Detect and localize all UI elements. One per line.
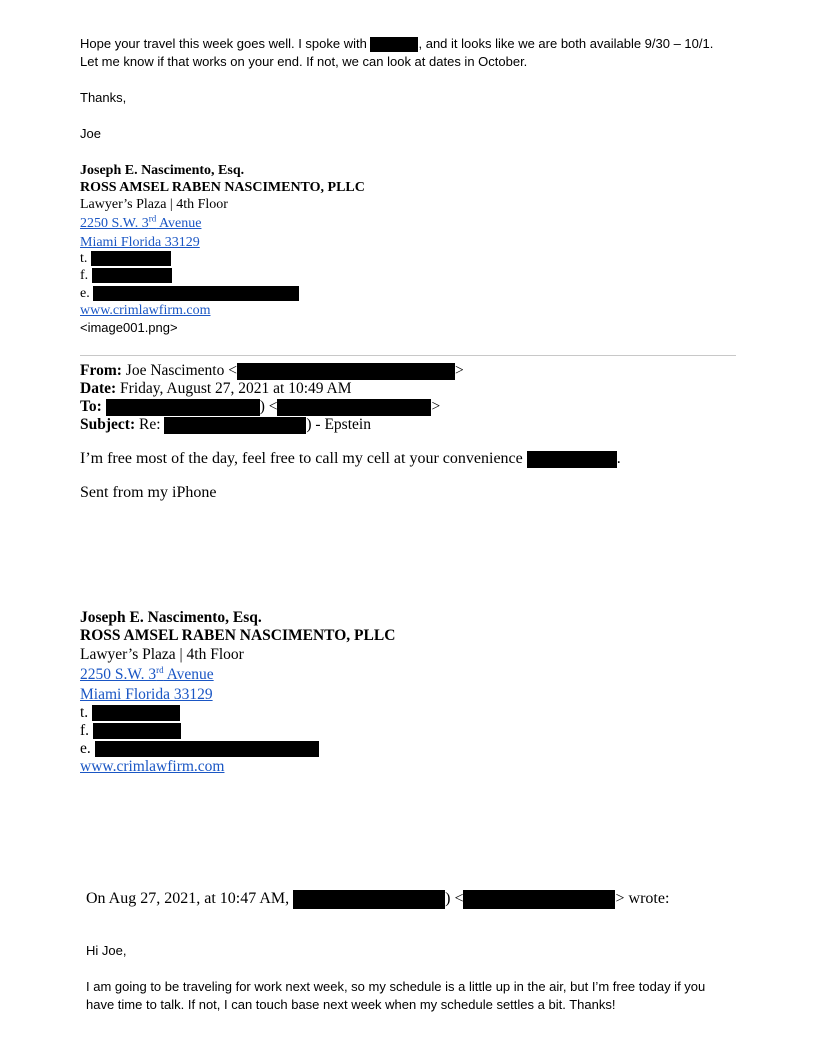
signature-website-link[interactable]: www.crimlawfirm.com — [80, 303, 211, 318]
redaction-block — [277, 399, 431, 416]
signature-phone: t. — [80, 251, 171, 267]
reply-body: I’m free most of the day, feel free to call my cell at your convenience . — [80, 450, 621, 467]
signature-fax: f. — [80, 268, 172, 284]
body-text: , and it looks like we are both available 9/30 – 10/1. — [418, 36, 714, 51]
header-subject: Subject: Re: ) - Epstein — [80, 416, 371, 433]
quoted-body-line-1: I am going to be traveling for work next week, so my schedule is a little up in the air, but I’m free today if you — [86, 979, 706, 994]
signature-firm: ROSS AMSEL RABEN NASCIMENTO, PLLC — [80, 627, 396, 644]
quoted-greeting: Hi Joe, — [86, 943, 127, 958]
closing-thanks: Thanks, — [80, 90, 127, 105]
sent-from-iphone: Sent from my iPhone — [80, 484, 217, 501]
email-body-line-2: Let me know if that works on your end. If not, we can look at dates in October. — [80, 54, 528, 69]
redaction-block — [527, 451, 617, 468]
header-from: From: Joe Nascimento < > — [80, 362, 464, 379]
signature-city-link[interactable]: Miami Florida 33129 — [80, 235, 200, 250]
signature-plaza: Lawyer’s Plaza | 4th Floor — [80, 646, 244, 663]
sender-first-name: Joe — [80, 126, 101, 141]
redaction-block — [293, 890, 445, 909]
redaction-block — [463, 890, 615, 909]
signature-email: e. — [80, 286, 299, 302]
signature-name: Joseph E. Nascimento, Esq. — [80, 163, 245, 178]
redaction-block — [92, 268, 172, 283]
signature-plaza: Lawyer’s Plaza | 4th Floor — [80, 197, 228, 212]
signature-email: e. — [80, 740, 319, 758]
signature-fax: f. — [80, 722, 181, 740]
quoted-intro: On Aug 27, 2021, at 10:47 AM, ) < > wrote: — [86, 890, 670, 908]
redaction-block — [93, 723, 181, 739]
redaction-block — [93, 286, 299, 301]
email-body-line-1 — [80, 36, 713, 52]
signature-name: Joseph E. Nascimento, Esq. — [80, 609, 262, 626]
header-date: Date: Friday, August 27, 2021 at 10:49 AM — [80, 380, 352, 397]
signature-city-link[interactable]: Miami Florida 33129 — [80, 686, 213, 703]
header-to: To: ) < > — [80, 398, 441, 415]
quoted-body-line-2: have time to talk. If not, I can touch base next week when my schedule settles a bit. Thanks! — [86, 997, 616, 1012]
signature-address-link[interactable]: 2250 S.W. 3rd Avenue — [80, 213, 202, 231]
header-divider — [80, 355, 736, 356]
signature-address-link[interactable]: 2250 S.W. 3rd Avenue — [80, 664, 214, 683]
signature-phone: t. — [80, 704, 180, 722]
image-attachment-placeholder: <image001.png> — [80, 320, 178, 335]
redaction-block — [237, 363, 455, 380]
redaction-block — [164, 417, 306, 434]
signature-website-link[interactable]: www.crimlawfirm.com — [80, 758, 225, 775]
redaction-block — [106, 399, 260, 416]
signature-firm: ROSS AMSEL RABEN NASCIMENTO, PLLC — [80, 180, 365, 195]
redaction-block — [91, 251, 171, 266]
redaction-block — [92, 705, 180, 721]
body-text: Hope your travel this week goes well. I spoke with — [80, 36, 367, 51]
redaction-block — [95, 741, 319, 757]
redaction-block — [370, 37, 418, 52]
